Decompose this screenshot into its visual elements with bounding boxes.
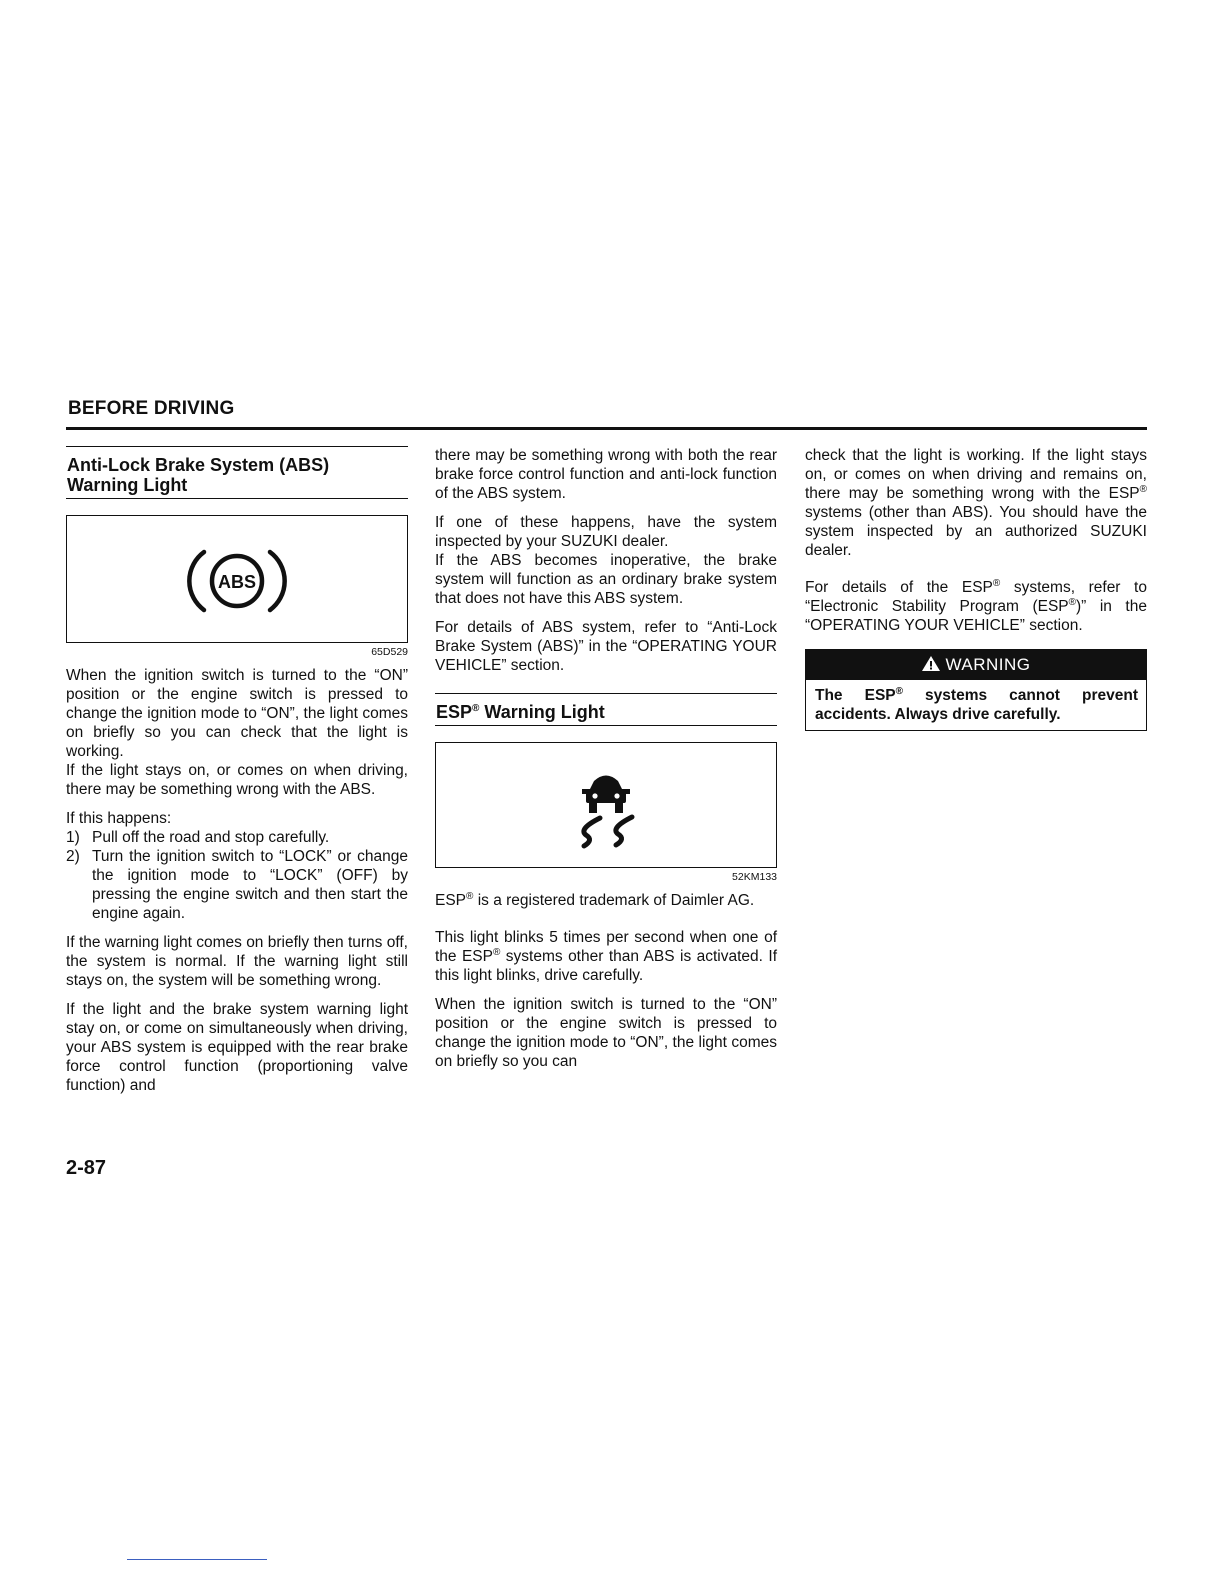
esp-heading-text: ESP® Warning Light xyxy=(436,702,605,722)
abs-heading-line2: Warning Light xyxy=(67,475,188,495)
abs-steps-list xyxy=(66,828,408,923)
abs-paragraph-8: If the ABS becomes inoperative, the brake system will function as an ordinary brake system that does not have this ABS system. xyxy=(435,552,777,607)
footer-rule xyxy=(127,1559,267,1560)
list-item-number: 1) xyxy=(66,829,80,846)
abs-paragraph-3: If this happens: xyxy=(66,810,172,827)
abs-warning-icon xyxy=(67,516,407,642)
list-item-number: 2) xyxy=(66,848,80,865)
warning-triangle-icon xyxy=(921,655,941,672)
esp-warning-figure xyxy=(435,742,777,868)
abs-paragraph-2: If the light stays on, or comes on when driving, there may be something wrong with the ABS. xyxy=(66,762,408,798)
esp-paragraph-1: This light blinks 5 times per second when one of the ESP® systems other than ABS is activated. If this light blinks, drive carefully. xyxy=(435,929,777,984)
esp-paragraph-3: check that the light is working. If the light stays on, or comes on when driving and remains on, there may be something wrong with the ESP® systems (other than ABS). You should have the system inspected by an authorized SUZUKI dealer. xyxy=(805,447,1147,559)
abs-icon-text: ABS xyxy=(217,572,257,592)
column-1 xyxy=(66,446,408,1105)
header-rule xyxy=(66,427,1147,430)
abs-paragraph-5: If the light and the brake system warning light stay on, or come on simultaneously when driving, your ABS system is equipped with the rear brake force control function (proportioning valve function) and xyxy=(66,1001,408,1094)
esp-paragraph-2: When the ignition switch is turned to the “ON” position or the engine switch is pressed to change the ignition mode to “ON”, the light comes on briefly so you can xyxy=(435,996,777,1070)
esp-paragraph-4: For details of the ESP® systems, refer to “Electronic Stability Program (ESP®)” in the “OPERATING YOUR VEHICLE” section. xyxy=(805,577,1147,634)
list-item-text: Turn the ignition switch to “LOCK” or change the ignition mode to “LOCK” (OFF) by pressing the engine switch and then start the engine again. xyxy=(92,848,408,922)
list-item xyxy=(66,828,408,847)
abs-paragraph-4: If the warning light comes on briefly then turns off, the system is normal. If the warning light still stays on, the system will be something wrong. xyxy=(66,934,408,989)
esp-trademark-paragraph: ESP® is a registered trademark of Daimler AG. xyxy=(435,890,755,909)
abs-heading-line1: Anti-Lock Brake System (ABS) xyxy=(67,455,330,475)
warning-body: The ESP® systems cannot prevent accidents. Always drive carefully. xyxy=(815,685,1138,723)
abs-figure-code: 65D529 xyxy=(371,646,408,658)
page-number: 2-87 xyxy=(66,1157,107,1179)
column-2 xyxy=(435,446,777,1081)
warning-box xyxy=(805,649,1147,731)
esp-heading xyxy=(435,693,777,726)
esp-skid-icon xyxy=(436,743,776,867)
esp-figure-code: 52KM133 xyxy=(732,871,777,883)
list-item xyxy=(66,847,408,923)
column-3 xyxy=(805,446,1147,731)
warning-title: WARNING xyxy=(945,655,1031,674)
abs-paragraph-6: there may be something wrong with both the rear brake force control function and anti-lock function of the ABS system. xyxy=(435,447,777,502)
abs-warning-figure xyxy=(66,515,408,643)
abs-paragraph-1: When the ignition switch is turned to the “ON” position or the engine switch is pressed to change the ignition mode to “ON”, the light comes on briefly so you can check that the light is working. xyxy=(66,667,408,760)
abs-paragraph-9: For details of ABS system, refer to “Anti-Lock Brake System (ABS)” in the “OPERATING YOUR VEHICLE” section. xyxy=(435,619,777,674)
warning-header xyxy=(806,650,1146,680)
abs-heading xyxy=(66,446,408,499)
section-title: BEFORE DRIVING xyxy=(68,398,235,419)
list-item-text: Pull off the road and stop carefully. xyxy=(92,829,330,846)
abs-paragraph-7: If one of these happens, have the system inspected by your SUZUKI dealer. xyxy=(435,514,777,550)
